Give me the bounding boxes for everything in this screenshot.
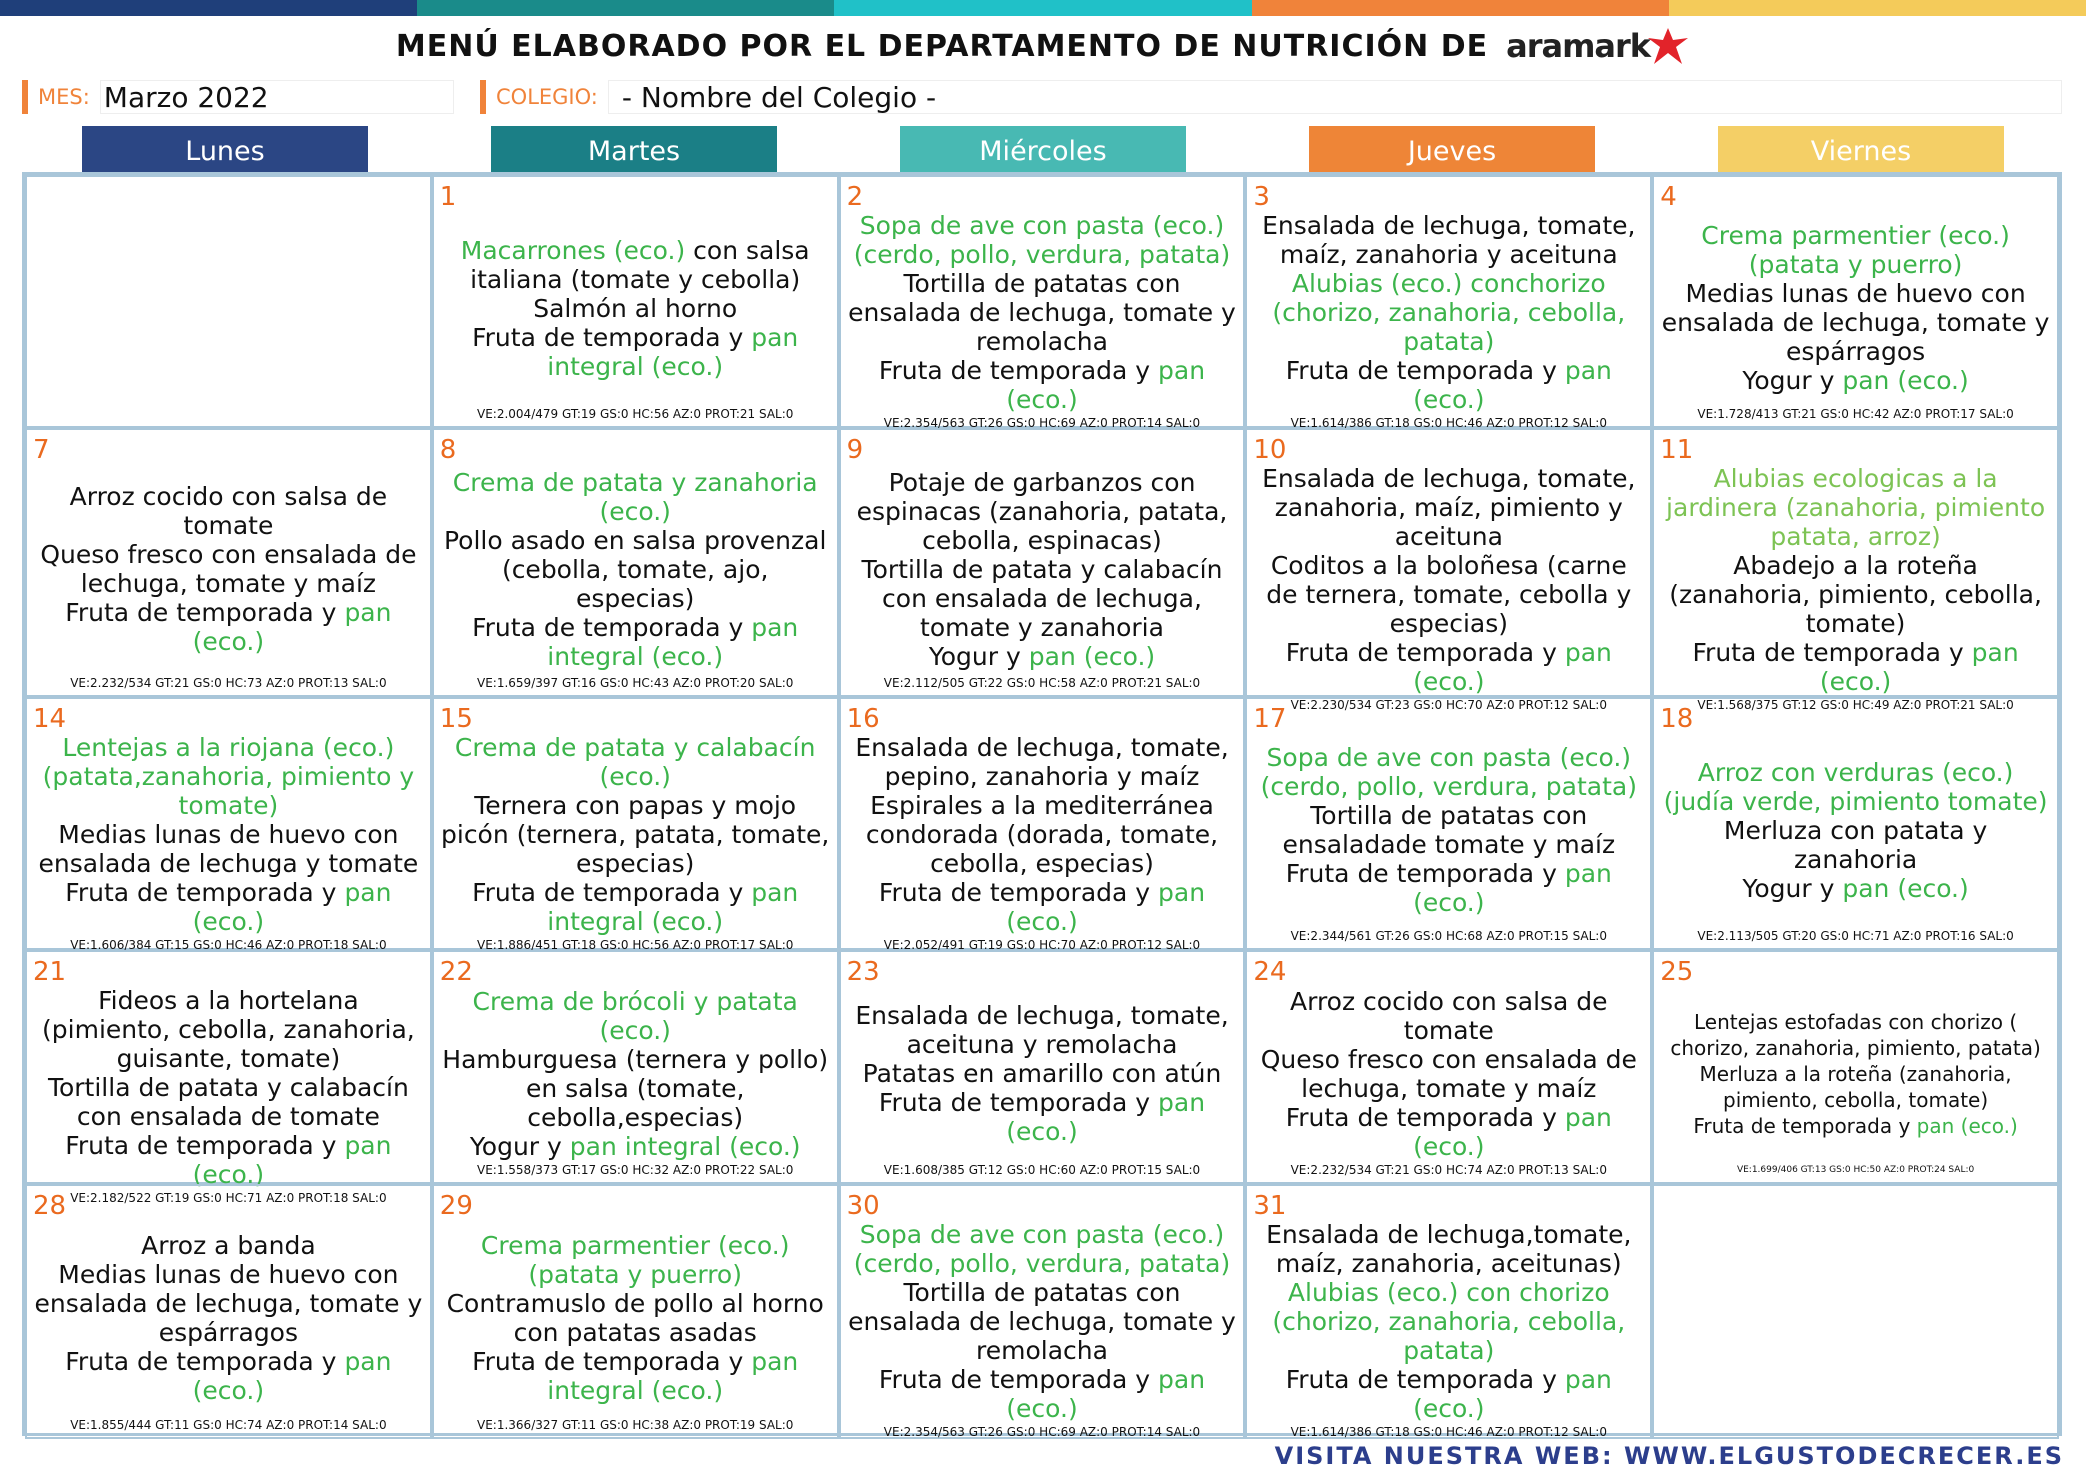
menu-content: [33, 1220, 424, 1416]
month-field: [22, 80, 464, 114]
menu-line: [847, 1365, 1238, 1423]
menu-line: [847, 269, 1238, 356]
nutrition-info: VE:1.855/444 GT:11 GS:0 HC:74 AZ:0 PROT:14 SAL:0: [70, 1418, 387, 1432]
nutrition-info: VE:2.232/534 GT:21 GS:0 HC:74 AZ:0 PROT:13 SAL:0: [1290, 1163, 1607, 1177]
dish-text: Ensalada de lechuga, tomate, zanahoria, maíz, pimiento y aceituna: [1262, 464, 1636, 551]
menu-line: [33, 540, 424, 598]
nutrition-info: VE:2.113/505 GT:20 GS:0 HC:71 AZ:0 PROT:16 SAL:0: [1697, 929, 2014, 943]
eco-item-text: Alubias (eco.) conchorizo (chorizo, zanahoria, cebolla, patata): [1272, 269, 1626, 356]
dish-text: Yogur y: [469, 1131, 570, 1161]
dish-text: Queso fresco con ensalada de lechuga, tomate y maíz: [40, 540, 417, 598]
nutrition-info: VE:2.112/505 GT:22 GS:0 HC:58 AZ:0 PROT:21 SAL:0: [883, 676, 1201, 690]
day-number: 17: [1253, 704, 1287, 734]
dish-text: Tortilla de patatas con ensalada de lechuga, tomate y remolacha: [848, 269, 1236, 356]
dish-text: Salmón al horno: [533, 293, 738, 323]
day-header-miércoles: Miércoles: [900, 126, 1186, 176]
dish-text: Medias lunas de huevo con ensalada de lechuga y tomate: [38, 820, 419, 878]
eco-item-text: pan integral (eco.): [547, 878, 799, 936]
nutrition-info: VE:1.366/327 GT:11 GS:0 HC:38 AZ:0 PROT:19 SAL:0: [477, 1418, 794, 1432]
menu-content: [1660, 733, 2051, 927]
eco-item-text: pan (eco.): [1842, 873, 1969, 903]
day-cell: [1652, 697, 2059, 950]
day-number: 9: [846, 435, 864, 465]
menu-content: [847, 1220, 1238, 1423]
day-cell: [432, 1184, 839, 1439]
dish-text: Merluza a la roteña (zanahoria, pimiento, cebolla, tomate): [1699, 1061, 2012, 1112]
day-number: 29: [439, 1191, 473, 1221]
eco-item-text: pan (eco.): [1413, 1365, 1612, 1423]
menu-line: [1253, 1365, 1644, 1423]
dish-text: Tortilla de patata y calabacín con ensalada de tomate: [47, 1073, 409, 1131]
nutrition-info: VE:1.699/406 GT:13 GS:0 HC:50 AZ:0 PROT:24 SAL:0: [1736, 1165, 1975, 1175]
menu-content: [847, 986, 1238, 1161]
day-cell: [839, 1184, 1246, 1439]
dish-text: Fruta de temporada y: [472, 322, 752, 352]
day-cell: [1245, 697, 1652, 950]
menu-content: [440, 733, 831, 936]
day-number: 1: [439, 182, 457, 212]
nutrition-info: VE:1.558/373 GT:17 GS:0 HC:32 AZ:0 PROT:22 SAL:0: [477, 1163, 794, 1177]
menu-line: [440, 791, 831, 878]
menu-line: [1253, 1278, 1644, 1365]
day-number: 23: [846, 957, 880, 987]
menu-line: [847, 468, 1238, 555]
dish-text: Hamburguesa (ternera y pollo) en salsa (tomate, cebolla,especias): [442, 1044, 829, 1132]
brand-name: aramark: [1506, 27, 1651, 65]
menu-content: [440, 211, 831, 405]
star-figure-icon: [1646, 26, 1690, 66]
menu-content: [33, 464, 424, 674]
menu-line: [1660, 816, 2051, 874]
menu-line: [1253, 987, 1644, 1045]
aramark-logo: [1506, 26, 1690, 66]
dish-text: Arroz cocido con salsa de tomate: [1290, 986, 1608, 1045]
day-number: 28: [33, 1191, 67, 1221]
menu-line: [440, 1347, 831, 1405]
dish-text: Fruta de temporada y: [472, 612, 752, 642]
nutrition-info: VE:2.344/561 GT:26 GS:0 HC:68 AZ:0 PROT:15 SAL:0: [1290, 929, 1607, 943]
menu-line: [33, 1231, 424, 1260]
day-cell: [25, 428, 432, 697]
day-cell: [432, 175, 839, 428]
eco-item-text: pan (eco.): [1916, 1113, 2018, 1138]
dish-text: Ensalada de lechuga, tomate, aceituna y remolacha: [855, 1001, 1229, 1059]
day-cell: [25, 950, 432, 1205]
nutrition-info: VE:2.354/563 GT:26 GS:0 HC:69 AZ:0 PROT:14 SAL:0: [883, 416, 1201, 430]
day-number: 18: [1660, 704, 1694, 734]
day-cell: [1652, 950, 2059, 1184]
eco-item-text: Arroz con verduras (eco.) (judía verde, pimiento tomate): [1663, 757, 2048, 816]
menu-content: [1253, 733, 1644, 927]
eco-item-text: pan (eco.): [1413, 638, 1612, 696]
day-cell: [25, 697, 432, 950]
menu-line: [440, 987, 831, 1045]
day-number: 21: [33, 957, 67, 987]
eco-item-text: pan (eco.): [1413, 356, 1612, 414]
nutrition-info: VE:2.182/522 GT:19 GS:0 HC:71 AZ:0 PROT:18 SAL:0: [70, 1191, 387, 1205]
day-number: 22: [439, 957, 473, 987]
day-number: 14: [33, 704, 67, 734]
menu-line: [1253, 859, 1644, 917]
eco-item-text: Macarrones (eco.): [460, 235, 686, 265]
menu-line: [440, 613, 831, 671]
menu-line: [440, 236, 831, 294]
menu-line: [1253, 269, 1644, 356]
eco-item-text: pan (eco.): [192, 598, 392, 656]
dish-text: Fruta de temporada y: [1285, 1365, 1565, 1394]
nutrition-info: VE:1.659/397 GT:16 GS:0 HC:43 AZ:0 PROT:20 SAL:0: [477, 676, 794, 690]
eco-item-text: pan integral (eco.): [569, 1131, 801, 1161]
menu-line: [33, 598, 424, 656]
day-number: 3: [1253, 182, 1270, 212]
menu-line: [1253, 1045, 1644, 1103]
dish-text: Fruta de temporada y: [1285, 356, 1565, 385]
menu-line: [847, 1278, 1238, 1365]
menu-content: [847, 733, 1238, 936]
day-cell: [1652, 1184, 2059, 1439]
day-number: 24: [1253, 957, 1287, 987]
menu-line: [847, 733, 1238, 878]
menu-line: [1253, 211, 1644, 269]
menu-line: [1660, 464, 2051, 551]
top-bar-segment: [1669, 0, 2086, 16]
day-cell: [432, 428, 839, 697]
dish-text: Pollo asado en salsa provenzal (cebolla, tomate, ajo, especias): [443, 525, 827, 613]
menu-line: [847, 211, 1238, 269]
eco-item-text: Crema de patata y calabacín (eco.): [454, 733, 816, 791]
dish-text: Tortilla de patata y calabacín con ensalada de lechuga, tomate y zanahoria: [861, 554, 1223, 642]
title-text: MENÚ ELABORADO POR EL DEPARTAMENTO DE NUTRICIÓN DE: [395, 28, 1489, 64]
menu-content: [440, 986, 831, 1161]
day-cell: [1245, 1184, 1652, 1439]
eco-item-text: pan (eco.): [1413, 859, 1612, 917]
dish-text: con salsa italiana (tomate y cebolla): [470, 235, 810, 294]
menu-line: [33, 1347, 424, 1405]
dish-text: Fruta de temporada y: [65, 1131, 345, 1160]
menu-calendar-grid: [22, 172, 2062, 1439]
dish-text: Ternera con papas y mojo picón (ternera, patata, tomate, especias): [441, 791, 830, 878]
menu-line: [440, 878, 831, 936]
day-header-viernes: Viernes: [1718, 126, 2004, 176]
menu-line: [440, 468, 831, 526]
dish-text: Fruta de temporada y: [1285, 638, 1565, 667]
dish-text: Yogur y: [1742, 873, 1843, 903]
menu-line: [33, 1131, 424, 1189]
eco-item-text: pan (eco.): [192, 878, 392, 936]
day-cell: [1652, 175, 2059, 428]
dish-text: Arroz a banda: [141, 1231, 316, 1260]
day-cell: [432, 950, 839, 1184]
menu-line: [33, 733, 424, 820]
dish-text: Lentejas estofadas con chorizo ( chorizo, zanahoria, pimiento, patata): [1670, 1009, 2041, 1060]
menu-line: [1660, 1061, 2051, 1113]
dish-text: Contramuslo de pollo al horno con patatas asadas: [446, 1289, 824, 1347]
dish-text: Fideos a la hortelana (pimiento, cebolla, zanahoria, guisante, tomate): [42, 986, 415, 1073]
day-cell: [839, 950, 1246, 1184]
day-number: 16: [846, 704, 880, 734]
menu-line: [847, 356, 1238, 414]
nutrition-info: VE:1.614/386 GT:18 GS:0 HC:46 AZ:0 PROT:12 SAL:0: [1290, 416, 1607, 430]
menu-content: [1660, 211, 2051, 405]
day-header-lunes: Lunes: [82, 126, 368, 176]
nutrition-info: VE:1.728/413 GT:21 GS:0 HC:42 AZ:0 PROT:17 SAL:0: [1697, 407, 2014, 421]
eco-item-text: pan (eco.): [192, 1131, 392, 1189]
dish-text: Fruta de temporada y: [878, 1365, 1159, 1394]
menu-line: [1660, 221, 2051, 279]
top-color-bar: [0, 0, 2086, 16]
eco-item-text: pan (eco.): [192, 1347, 392, 1405]
day-number: 8: [439, 435, 457, 465]
menu-content: [1660, 1220, 2051, 1431]
day-cell: [1245, 950, 1652, 1184]
menu-content: [1660, 464, 2051, 696]
menu-content: [33, 986, 424, 1189]
day-cell: [839, 697, 1246, 950]
dish-text: Tortilla de patatas con ensalada de lechuga, tomate y remolacha: [848, 1278, 1236, 1365]
eco-item-text: Sopa de ave con pasta (eco.) (cerdo, pollo, verdura, patata): [853, 211, 1231, 269]
day-cell: [839, 175, 1246, 428]
day-number: 4: [1660, 182, 1677, 212]
dish-text: Fruta de temporada y: [878, 1088, 1159, 1117]
eco-item-text: Crema de brócoli y patata (eco.): [472, 986, 798, 1045]
day-cell: [432, 697, 839, 950]
day-cell: [839, 428, 1246, 697]
day-number: 31: [1253, 1191, 1287, 1221]
menu-line: [1660, 1009, 2051, 1061]
menu-line: [33, 1073, 424, 1131]
dish-text: Fruta de temporada y: [472, 878, 752, 907]
day-number: 7: [33, 435, 50, 465]
eco-item-text: Lentejas a la riojana (eco.)(patata,zanahoria, pimiento y tomate): [42, 733, 415, 820]
menu-line: [1660, 874, 2051, 903]
eco-item-text: Sopa de ave con pasta (eco.) (cerdo, pollo, verdura, patata): [1260, 743, 1637, 801]
menu-content: [1253, 986, 1644, 1161]
dish-text: Coditos a la boloñesa (carne de ternera, tomate, cebolla y especias): [1266, 551, 1632, 638]
day-header-martes: Martes: [491, 126, 777, 176]
dish-text: Yogur y: [1742, 366, 1843, 395]
dish-text: Fruta de temporada y: [878, 878, 1159, 907]
day-cell: [1245, 428, 1652, 712]
eco-item-text: pan (eco.): [1028, 641, 1156, 671]
menu-content: [33, 733, 424, 936]
day-number: 25: [1660, 957, 1694, 987]
eco-item-text: Crema de patata y zanahoria (eco.): [452, 467, 818, 526]
menu-line: [847, 1220, 1238, 1278]
nutrition-info: VE:2.004/479 GT:19 GS:0 HC:56 AZ:0 PROT:21 SAL:0: [477, 407, 794, 421]
school-value: - Nombre del Colegio -: [608, 80, 2062, 114]
top-bar-segment: [417, 0, 834, 16]
menu-line: [440, 1289, 831, 1347]
dish-text: Abadejo a la roteña (zanahoria, pimiento, cebolla, tomate): [1669, 551, 2042, 638]
day-number: 2: [846, 182, 864, 212]
menu-content: [847, 464, 1238, 674]
school-label: COLEGIO:: [496, 85, 598, 109]
eco-item-text: pan (eco.): [1006, 878, 1206, 936]
eco-item-text: pan (eco.): [1006, 356, 1206, 414]
day-number: [33, 183, 424, 211]
top-bar-segment: [834, 0, 1251, 16]
menu-content: [440, 1220, 831, 1416]
dish-text: Yogur y: [928, 641, 1029, 671]
day-number: 15: [439, 704, 473, 734]
day-cell: [25, 1184, 432, 1439]
eco-item-text: pan integral (eco.): [547, 322, 799, 381]
menu-line: [1660, 279, 2051, 366]
menu-content: [1660, 986, 2051, 1161]
eco-item-text: Alubias ecologicas a la jardinera (zanahoria, pimiento patata, arroz): [1666, 464, 2046, 551]
menu-line: [847, 1059, 1238, 1088]
menu-content: [847, 211, 1238, 414]
eco-item-text: pan (eco.): [1006, 1088, 1206, 1146]
menu-line: [847, 555, 1238, 642]
menu-line: [847, 1001, 1238, 1059]
day-cell: [1245, 175, 1652, 428]
menu-content: [440, 464, 831, 674]
dish-text: Fruta de temporada y: [472, 1347, 752, 1376]
menu-content: [33, 211, 424, 420]
dish-text: Patatas en amarillo con atún: [862, 1059, 1222, 1088]
menu-line: [1253, 356, 1644, 414]
day-number: 30: [846, 1191, 880, 1221]
school-field: [480, 80, 2068, 114]
day-cell: [1652, 428, 2059, 712]
dish-text: Merluza con patata y zanahoria: [1723, 815, 1988, 874]
menu-line: [847, 642, 1238, 671]
dish-text: Ensalada de lechuga, tomate, pepino, zanahoria y maíz Espirales a la mediterránea condorada (dorada, tomate, cebolla, especias): [855, 733, 1229, 878]
day-number: [1660, 1192, 2051, 1220]
day-header-jueves: Jueves: [1309, 126, 1595, 176]
eco-item-text: pan integral (eco.): [547, 612, 799, 671]
menu-line: [440, 323, 831, 381]
nutrition-info: VE:2.052/491 GT:19 GS:0 HC:70 AZ:0 PROT:12 SAL:0: [883, 938, 1201, 952]
nutrition-info: VE:2.232/534 GT:21 GS:0 HC:73 AZ:0 PROT:13 SAL:0: [70, 676, 387, 690]
menu-line: [440, 526, 831, 613]
website-footer[interactable]: VISITA NUESTRA WEB: WWW.ELGUSTODECRECER.ES: [1274, 1442, 2064, 1470]
dish-text: Potaje de garbanzos con espinacas (zanahoria, patata, cebolla, espinacas): [856, 467, 1228, 555]
menu-line: [1253, 743, 1644, 801]
eco-item-text: Crema parmentier (eco.) (patata y puerro): [1701, 221, 2010, 279]
dish-text: Fruta de temporada y: [1693, 1113, 1917, 1138]
nutrition-info: VE:1.608/385 GT:12 GS:0 HC:60 AZ:0 PROT:15 SAL:0: [883, 1163, 1201, 1177]
month-value: Marzo 2022: [100, 80, 454, 114]
dish-text: Fruta de temporada y: [878, 356, 1159, 385]
day-number: 10: [1253, 435, 1287, 465]
menu-line: [440, 1231, 831, 1289]
menu-line: [1660, 1113, 2051, 1139]
dish-text: Ensalada de lechuga,tomate, maíz, zanahoria, aceitunas): [1266, 1220, 1632, 1278]
dish-text: Tortilla de patatas con ensaladade tomate y maíz: [1282, 801, 1616, 859]
menu-content: [1253, 1220, 1644, 1423]
menu-line: [1253, 1220, 1644, 1278]
dish-text: Queso fresco con ensalada de lechuga, tomate y maíz: [1260, 1044, 1637, 1103]
menu-line: [33, 986, 424, 1073]
dish-text: Fruta de temporada y: [65, 1347, 345, 1376]
menu-line: [847, 878, 1238, 936]
menu-line: [440, 1132, 831, 1161]
month-label: MES:: [38, 85, 90, 109]
menu-line: [440, 1045, 831, 1132]
eco-item-text: pan (eco.): [1006, 1365, 1206, 1423]
eco-item-text: Crema parmentier (eco.) (patata y puerro): [480, 1231, 790, 1289]
dish-text: Ensalada de lechuga, tomate, maíz, zanahoria y aceituna: [1262, 211, 1636, 269]
page-title: [0, 26, 2086, 66]
menu-line: [440, 733, 831, 791]
dish-text: Fruta de temporada y: [1692, 638, 1972, 667]
menu-line: [1660, 366, 2051, 395]
top-bar-segment: [0, 0, 417, 16]
menu-content: [1253, 464, 1644, 696]
nutrition-info: VE:1.606/384 GT:15 GS:0 HC:46 AZ:0 PROT:18 SAL:0: [70, 938, 387, 952]
menu-line: [33, 820, 424, 878]
menu-line: [1660, 551, 2051, 638]
eco-item-text: pan (eco.): [1413, 1102, 1612, 1161]
nutrition-info: VE:1.614/386 GT:18 GS:0 HC:46 AZ:0 PROT:12 SAL:0: [1290, 1425, 1607, 1439]
dish-text: Fruta de temporada y: [65, 878, 345, 907]
dish-text: Medias lunas de huevo con ensalada de lechuga, tomate y espárragos: [1661, 279, 2050, 366]
menu-line: [847, 1088, 1238, 1146]
menu-line: [1660, 758, 2051, 816]
menu-line: [33, 1260, 424, 1347]
nutrition-info: VE:1.886/451 GT:18 GS:0 HC:56 AZ:0 PROT:17 SAL:0: [477, 938, 794, 952]
dish-text: Fruta de temporada y: [1285, 859, 1565, 888]
menu-line: [440, 294, 831, 323]
eco-item-text: Alubias (eco.) con chorizo (chorizo, zanahoria, cebolla, patata): [1272, 1278, 1626, 1365]
nutrition-info: VE:2.230/534 GT:23 GS:0 HC:70 AZ:0 PROT:12 SAL:0: [1290, 698, 1607, 712]
eco-item-text: Sopa de ave con pasta (eco.) (cerdo, pollo, verdura, patata): [853, 1220, 1231, 1278]
menu-line: [1253, 551, 1644, 638]
day-number: 11: [1660, 435, 1694, 465]
nutrition-info: VE:1.568/375 GT:12 GS:0 HC:49 AZ:0 PROT:21 SAL:0: [1697, 698, 2014, 712]
menu-line: [33, 878, 424, 936]
eco-item-text: pan (eco.): [1819, 638, 2019, 696]
day-cell: [25, 175, 432, 428]
menu-line: [1660, 638, 2051, 696]
dish-text: Medias lunas de huevo con ensalada de lechuga, tomate y espárragos: [34, 1260, 423, 1347]
dish-text: Fruta de temporada y: [65, 598, 345, 627]
eco-item-text: pan (eco.): [1842, 366, 1969, 395]
menu-content: [1253, 211, 1644, 414]
menu-line: [1253, 464, 1644, 551]
menu-line: [33, 482, 424, 540]
eco-item-text: pan integral (eco.): [547, 1347, 799, 1405]
menu-line: [1253, 1103, 1644, 1161]
dish-text: Fruta de temporada y: [1285, 1102, 1565, 1132]
dish-text: Arroz cocido con salsa de tomate: [69, 482, 388, 540]
menu-line: [1253, 801, 1644, 859]
menu-line: [1253, 638, 1644, 696]
nutrition-info: VE:2.354/563 GT:26 GS:0 HC:69 AZ:0 PROT:14 SAL:0: [883, 1425, 1201, 1439]
top-bar-segment: [1252, 0, 1669, 16]
